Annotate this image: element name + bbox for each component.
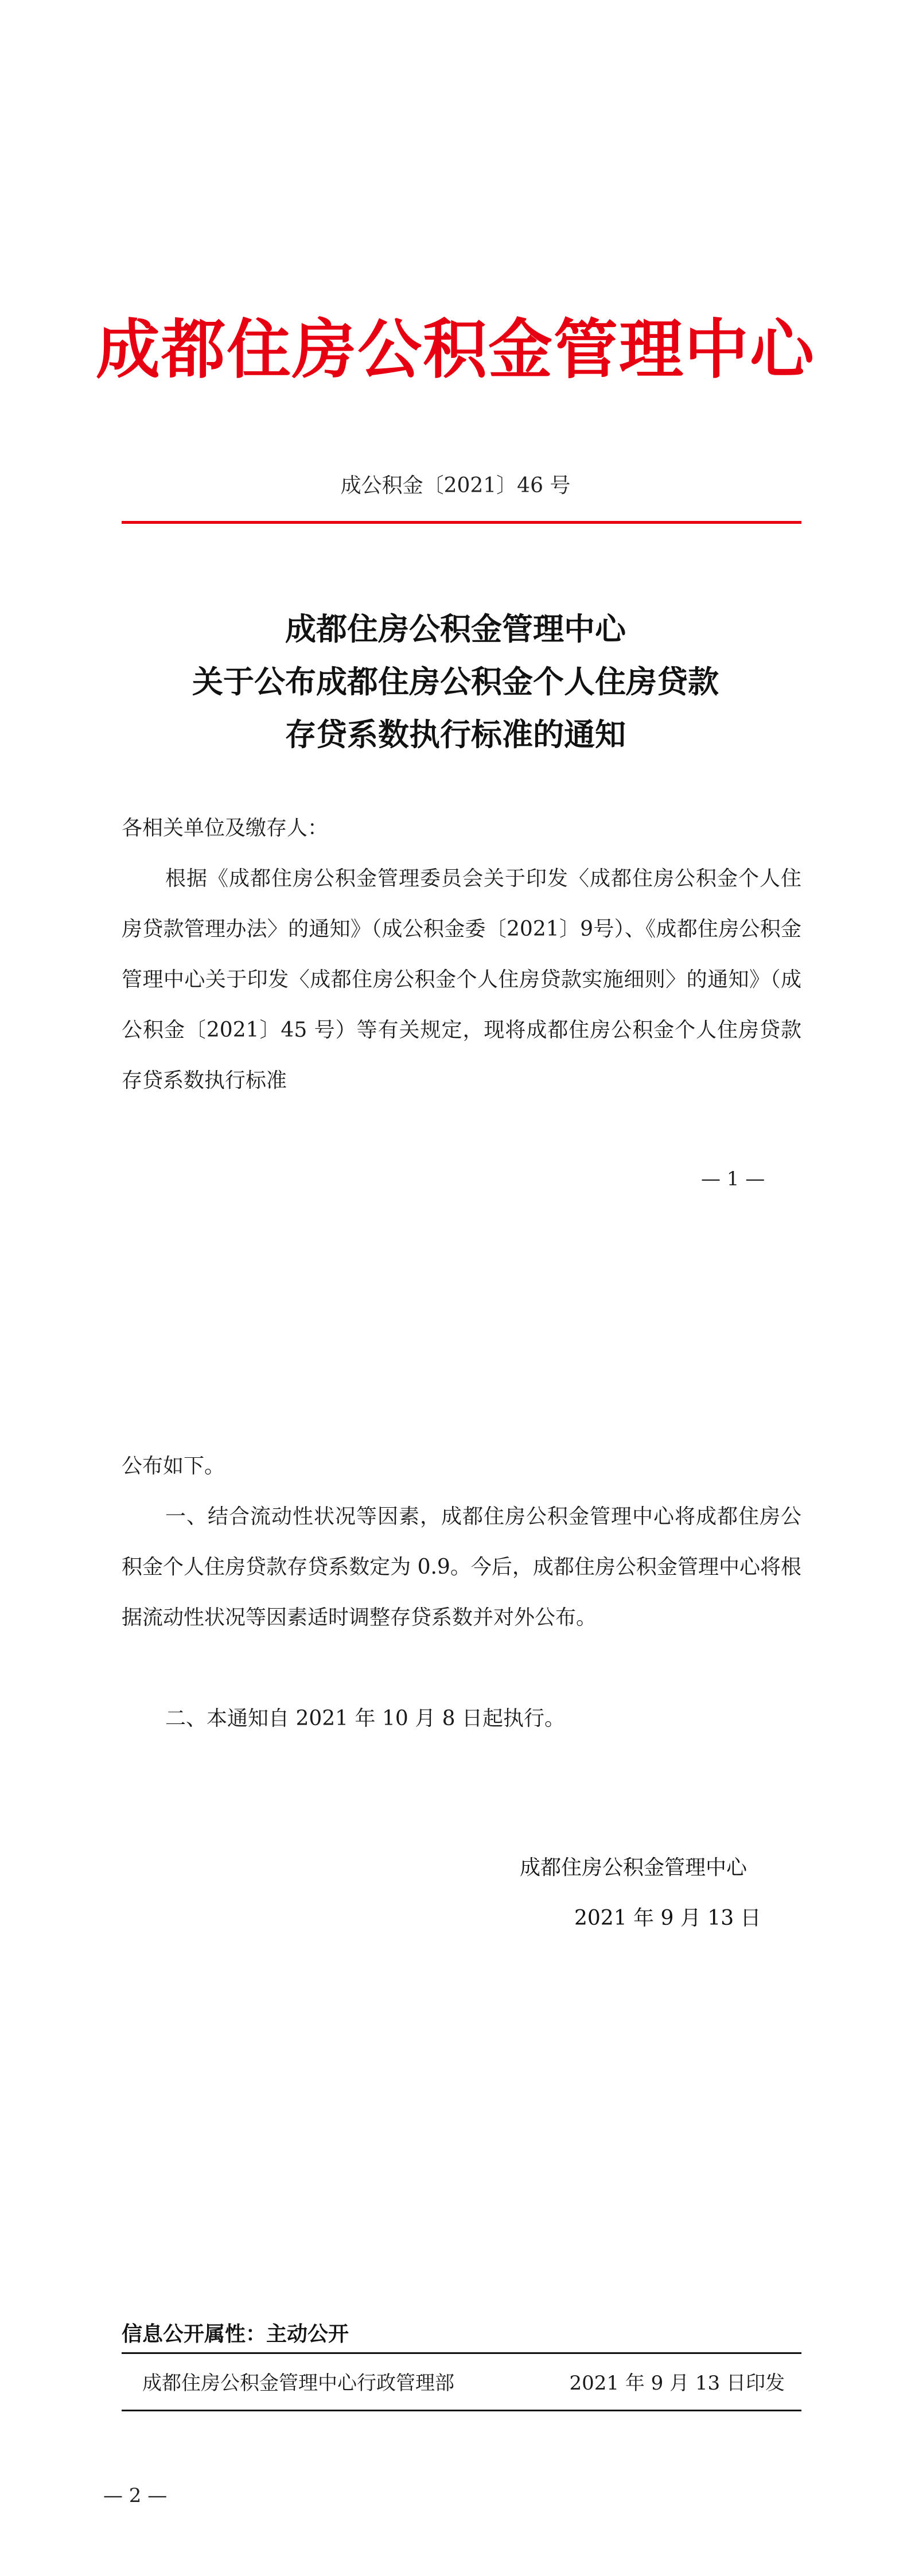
print-date: 2021 年 9 月 13 日印发 [569, 2372, 785, 2395]
signature-date: 2021 年 9 月 13 日 [574, 1906, 761, 1930]
title-line-2: 关于公布成都住房公积金个人住房贷款 [192, 663, 719, 700]
issuing-authority-header: 成都住房公积金管理中心 [96, 313, 815, 387]
page-number-1: — 1 — [701, 1168, 765, 1190]
document-number: 成公积金〔2021〕46 号 [340, 474, 571, 497]
page-number-2: — 2 — [103, 2484, 168, 2507]
paragraph-basis: 根据《成都住房公积金管理委员会关于印发〈成都住房公积金个人住房贷款管理办法〉的通知》（成公积金委〔2021〕9号）、《成都住房公积金管理中心关于印发〈成都住房公积金个人住房贷款实施细则〉的通知》（成公积金〔2021〕45 号）等有关规定，现将成都住房公积金个人住房贷款存贷系数执行标准 [122, 867, 801, 1092]
document-title [0, 602, 911, 761]
paragraph-item-1: 一、结合流动性状况等因素，成都住房公积金管理中心将成都住房公积金个人住房贷款存贷系数定为 0.9。今后，成都住房公积金管理中心将根据流动性状况等因素适时调整存贷系数并对外公布。 [122, 1505, 801, 1629]
disclosure-attribute: 信息公开属性：主动公开 [122, 2322, 349, 2346]
signature-organization: 成都住房公积金管理中心 [520, 1856, 748, 1880]
salutation: 各相关单位及缴存人： [122, 816, 329, 840]
red-divider-line [122, 521, 801, 524]
footer-rule-top [122, 2352, 801, 2354]
paragraph-continuation: 公布如下。 [122, 1454, 225, 1478]
title-line-3: 存贷系数执行标准的通知 [285, 716, 626, 753]
title-line-1: 成都住房公积金管理中心 [285, 610, 626, 647]
footer-rule-bottom [122, 2410, 801, 2411]
paragraph-item-2: 二、本通知自 2021 年 10 月 8 日起执行。 [165, 1707, 565, 1730]
issuer-department: 成都住房公积金管理中心行政管理部 [142, 2372, 454, 2395]
